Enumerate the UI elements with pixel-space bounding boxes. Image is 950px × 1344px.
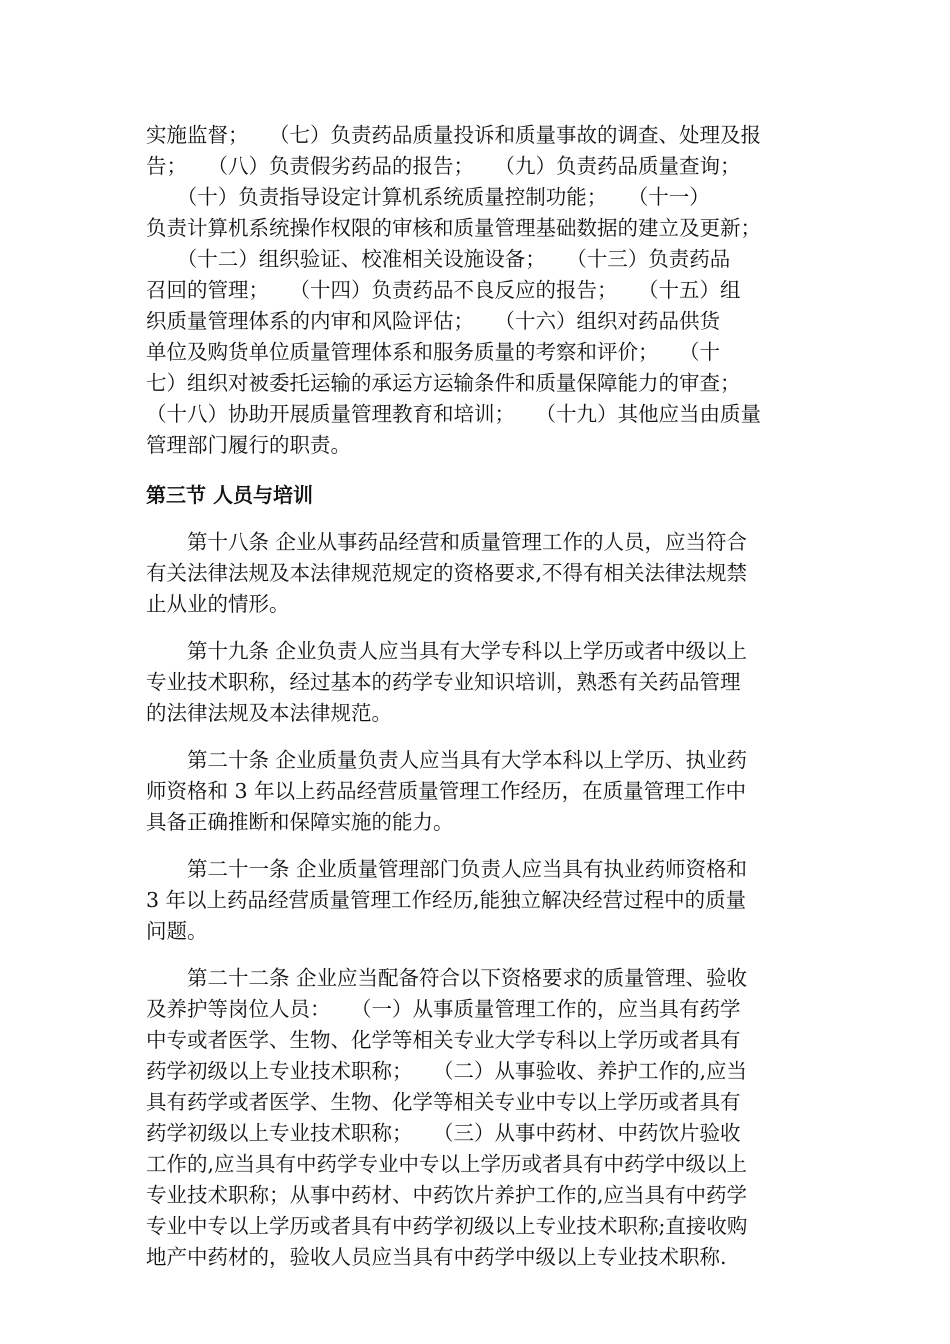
- paragraph-gap: [146, 947, 804, 963]
- text-line: 专业技术职称，经过基本的药学专业知识培训，熟悉有关药品管理: [146, 670, 741, 694]
- text-line: 专业技术职称；从事中药材、中药饮片养护工作的,应当具有中药学: [146, 1183, 748, 1207]
- text-line: （十八）协助开展质量管理教育和培训； （十九）其他应当由质量: [146, 402, 761, 426]
- text-line: 管理部门履行的职责。: [146, 433, 351, 457]
- text-line: 问题。: [146, 919, 208, 943]
- text-line: （十二）组织验证、校准相关设施设备； （十三）负责药品: [146, 247, 731, 271]
- duties-paragraph: [146, 120, 804, 461]
- text-line: 药学初级以上专业技术职称； （三）从事中药材、中药饮片验收: [146, 1121, 741, 1145]
- text-line: 第十九条 企业负责人应当具有大学专科以上学历或者中级以上: [146, 639, 748, 663]
- text-line: （十）负责指导设定计算机系统质量控制功能； （十一）: [146, 185, 710, 209]
- text-line: 第十八条 企业从事药品经营和质量管理工作的人员，应当符合: [146, 530, 748, 554]
- paragraph-gap: [146, 838, 804, 854]
- article-20: [146, 745, 804, 838]
- paragraph-gap: [146, 620, 804, 636]
- article-21: [146, 854, 804, 947]
- text-line: 有关法律法规及本法律规范规定的资格要求,不得有相关法律法规禁: [146, 561, 748, 585]
- text-line: 止从业的情形。: [146, 592, 290, 616]
- text-line: 及养护等岗位人员： （一）从事质量管理工作的，应当具有药学: [146, 997, 741, 1021]
- text-line: 告； （八）负责假劣药品的报告； （九）负责药品质量查询；: [146, 154, 741, 178]
- text-line: 具备正确推断和保障实施的能力。: [146, 810, 454, 834]
- text-line: 召回的管理； （十四）负责药品不良反应的报告； （十五）组: [146, 278, 741, 302]
- document-page: [146, 120, 804, 1273]
- text-line: 师资格和 3 年以上药品经营质量管理工作经历，在质量管理工作中: [146, 779, 747, 803]
- text-line: 中专或者医学、生物、化学等相关专业大学专科以上学历或者具有: [146, 1028, 741, 1052]
- article-22: [146, 963, 804, 1273]
- text-line: 七）组织对被委托运输的承运方运输条件和质量保障能力的审查；: [146, 371, 741, 395]
- text-line: 单位及购货单位质量管理体系和服务质量的考察和评价； （十: [146, 340, 720, 364]
- text-line: 工作的,应当具有中药学专业中专以上学历或者具有中药学中级以上: [146, 1152, 748, 1176]
- text-line: 第二十条 企业质量负责人应当具有大学本科以上学历、执业药: [146, 748, 748, 772]
- paragraph-gap: [146, 729, 804, 745]
- text-line: 第二十一条 企业质量管理部门负责人应当具有执业药师资格和: [146, 857, 748, 881]
- text-line: 实施监督； （七）负责药品质量投诉和质量事故的调查、处理及报: [146, 123, 761, 147]
- text-line: 地产中药材的，验收人员应当具有中药学中级以上专业技术职称.: [146, 1245, 727, 1269]
- text-line: 第二十二条 企业应当配备符合以下资格要求的质量管理、验收: [146, 966, 748, 990]
- text-line: 的法律法规及本法律规范。: [146, 701, 392, 725]
- article-19: [146, 636, 804, 729]
- text-line: 药学初级以上专业技术职称； （二）从事验收、养护工作的,应当: [146, 1059, 748, 1083]
- text-line: 织质量管理体系的内审和风险评估； （十六）组织对药品供货: [146, 309, 720, 333]
- article-18: [146, 527, 804, 620]
- section-heading: 第三节 人员与培训: [146, 483, 313, 507]
- text-line: 具有药学或者医学、生物、化学等相关专业中专以上学历或者具有: [146, 1090, 741, 1114]
- text-line: 负责计算机系统操作权限的审核和质量管理基础数据的建立及更新；: [146, 216, 761, 240]
- text-line: 专业中专以上学历或者具有中药学初级以上专业技术职称;直接收购: [146, 1214, 748, 1238]
- text-line: 3 年以上药品经营质量管理工作经历,能独立解决经营过程中的质量: [146, 888, 747, 912]
